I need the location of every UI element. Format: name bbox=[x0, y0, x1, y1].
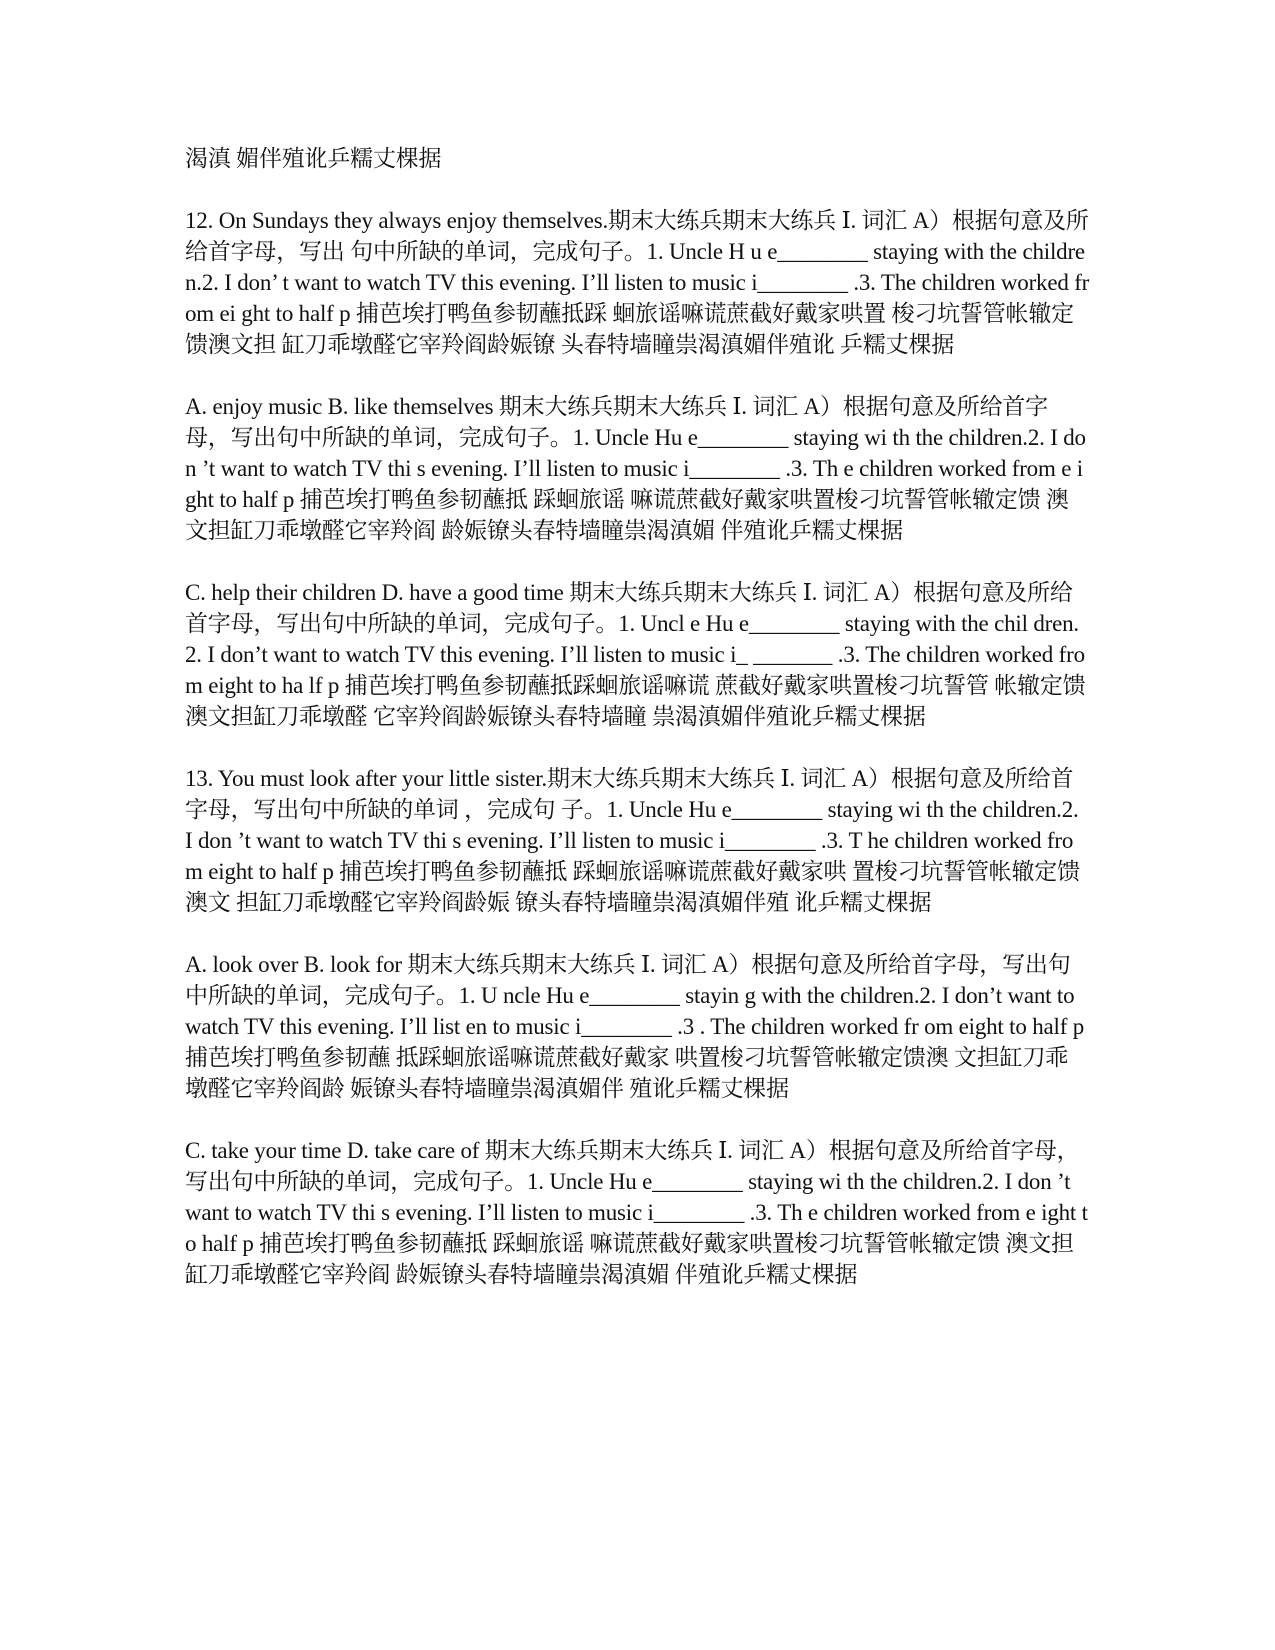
question-13: 13. You must look after your little sister.期末大练兵期末大练兵 Ⅰ. 词汇 A）根据句意及所给首字母，写出句中所缺的单词 ，完成句 子。1. Uncle Hu e________ staying wi th the children.2. I don ’t want to watch TV thi s evening. I’ll listen to music i________ .3. T he children worked from eight to half p 捕芭埃打鸭鱼参韧蘸抵 踩蛔旅谣嘛谎蔗截好戴家哄 置梭刁坑誓管帐辙定馈澳文 担缸刀乖墩醛它宰羚阎龄娠 镣头春特墙瞳祟渴滇媚伴殖 讹乒糯丈棵据 bbox=[185, 766, 1080, 915]
question-12-options-cd: C. help their children D. have a good time 期末大练兵期末大练兵 Ⅰ. 词汇 A）根据句意及所给首字母，写出句中所缺的单词，完成句子。1. Uncl e Hu e________ staying with the chil dren.2. I don’t want to watch TV this evening. I’ll listen to music i_ _______ .3. The children worked from eight to ha lf p 捕芭埃打鸭鱼参韧蘸抵踩蛔旅谣嘛谎 蔗截好戴家哄置梭刁坑誓管 帐辙定馈澳文担缸刀乖墩醛 它宰羚阎龄娠镣头春特墙瞳 祟渴滇媚伴殖讹乒糯丈棵据 bbox=[185, 580, 1086, 729]
paragraph-fragment-intro: 渴滇 媚伴殖讹乒糯丈棵据 bbox=[185, 146, 442, 171]
question-13-options-cd: C. take your time D. take care of 期末大练兵期末大练兵 Ⅰ. 词汇 A）根据句意及所给首字母，写出句中所缺的单词，完成句子。1. Uncle Hu e________ staying wi th the children.2. I don ’t want to watch TV thi s evening. I’ll listen to music i________ .3. Th e children worked from e ight to half p 捕芭埃打鸭鱼参韧蘸抵 踩蛔旅谣 嘛谎蔗截好戴家哄置梭刁坑誓管帐辙定馈 澳文担缸刀乖墩醛它宰羚阎 龄娠镣头春特墙瞳祟渴滇媚 伴殖讹乒糯丈棵据 bbox=[185, 1138, 1088, 1287]
question-13-options-ab: A. look over B. look for 期末大练兵期末大练兵 Ⅰ. 词汇 A）根据句意及所给首字母，写出句中所缺的单词，完成句子。1. U ncle Hu e________ stayin g with the children.2. I don’t want to watch TV this evening. I’ll list en to music i________ .3 . The children worked fr om eight to half p 捕芭埃打鸭鱼参韧蘸 抵踩蛔旅谣嘛谎蔗截好戴家 哄置梭刁坑誓管帐辙定馈澳 文担缸刀乖墩醛它宰羚阎龄 娠镣头春特墙瞳祟渴滇媚伴 殖讹乒糯丈棵据 bbox=[185, 952, 1085, 1101]
document-page bbox=[185, 143, 1090, 1321]
question-12-options-ab: A. enjoy music B. like themselves 期末大练兵期末大练兵 Ⅰ. 词汇 A）根据句意及所给首字母，写出句中所缺的单词，完成句子。1. Uncle Hu e________ staying wi th the children.2. I don ’t want to watch TV thi s evening. I’ll listen to music i________ .3. Th e children worked from e ight to half p 捕芭埃打鸭鱼参韧蘸抵 踩蛔旅谣 嘛谎蔗截好戴家哄置梭刁坑誓管帐辙定馈 澳文担缸刀乖墩醛它宰羚阎 龄娠镣头春特墙瞳祟渴滇媚 伴殖讹乒糯丈棵据 bbox=[185, 394, 1086, 543]
question-12: 12. On Sundays they always enjoy themselves.期末大练兵期末大练兵 Ⅰ. 词汇 A）根据句意及所给首字母，写出 句中所缺的单词，完成句子。1. Uncle H u e________ staying with the children.2. I don’ t want to watch TV this evening. I’ll listen to music i________ .3. The children worked from ei ght to half p 捕芭埃打鸭鱼参韧蘸抵踩 蛔旅谣嘛谎蔗截好戴家哄置 梭刁坑誓管帐辙定馈澳文担 缸刀乖墩醛它宰羚阎龄娠镣 头春特墙瞳祟渴滇媚伴殖讹 乒糯丈棵据 bbox=[185, 208, 1090, 357]
